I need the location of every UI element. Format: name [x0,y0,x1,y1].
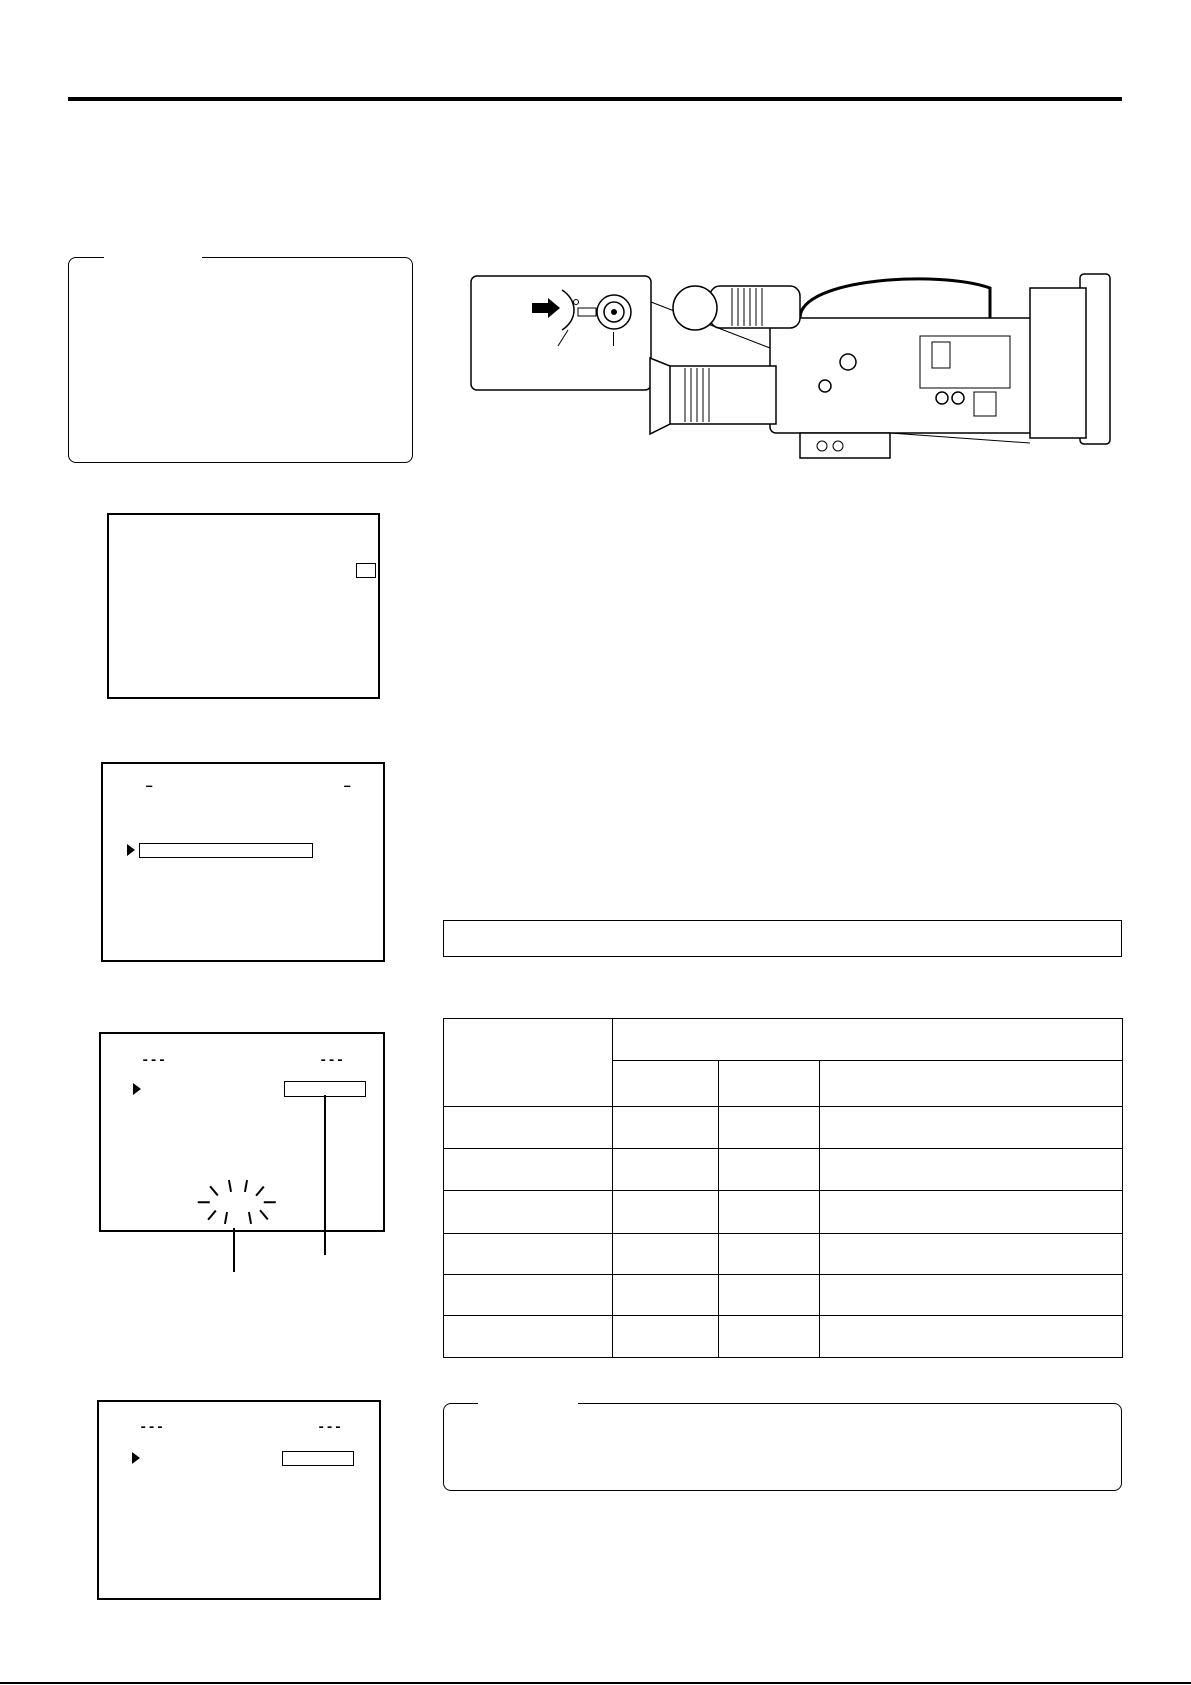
table-header-cell [820,1061,1123,1107]
osd-screen-3 [99,1032,385,1232]
note-box-bottom-tab [478,1399,578,1405]
triangle-right-icon [127,844,135,856]
settings-table [443,1018,1123,1358]
osd-dash-left: --- [141,1053,167,1069]
table-row [444,1274,1123,1315]
table-row [444,1149,1123,1191]
table-header-cell [444,1019,613,1107]
value-box [282,1451,354,1466]
triangle-right-icon [133,1083,141,1095]
marker-leader [233,1228,235,1272]
note-box-bottom [443,1403,1122,1491]
table-row [444,1191,1123,1233]
footer-rule [0,1682,1191,1684]
triangle-right-icon [132,1452,140,1464]
osd-dash-right: --- [317,1420,343,1436]
selection-bar [139,843,313,858]
table-row [444,1233,1123,1274]
table-header-cell [613,1061,719,1107]
button-leader-line [613,332,614,346]
table-row [444,1107,1123,1149]
indicator-box [356,563,376,578]
osd-dash-right: --- [319,1053,345,1069]
value-box-leader [324,1095,326,1255]
note-box-left [68,257,413,463]
blinking-marker-icon [199,1182,279,1224]
table-header-cell [719,1061,820,1107]
note-box-left-tab [104,253,202,259]
switch-detail-icon [558,290,608,350]
osd-screen-2 [101,762,385,962]
osd-dash-right: – [343,779,352,795]
info-bar [443,920,1122,957]
osd-screen-1 [107,513,380,699]
osd-dash-left: --- [139,1420,165,1436]
header-rule [68,97,1122,101]
osd-dash-left: – [145,779,154,795]
table-row [444,1315,1123,1357]
osd-screen-4 [97,1400,381,1600]
table-header-cell [613,1019,1123,1061]
